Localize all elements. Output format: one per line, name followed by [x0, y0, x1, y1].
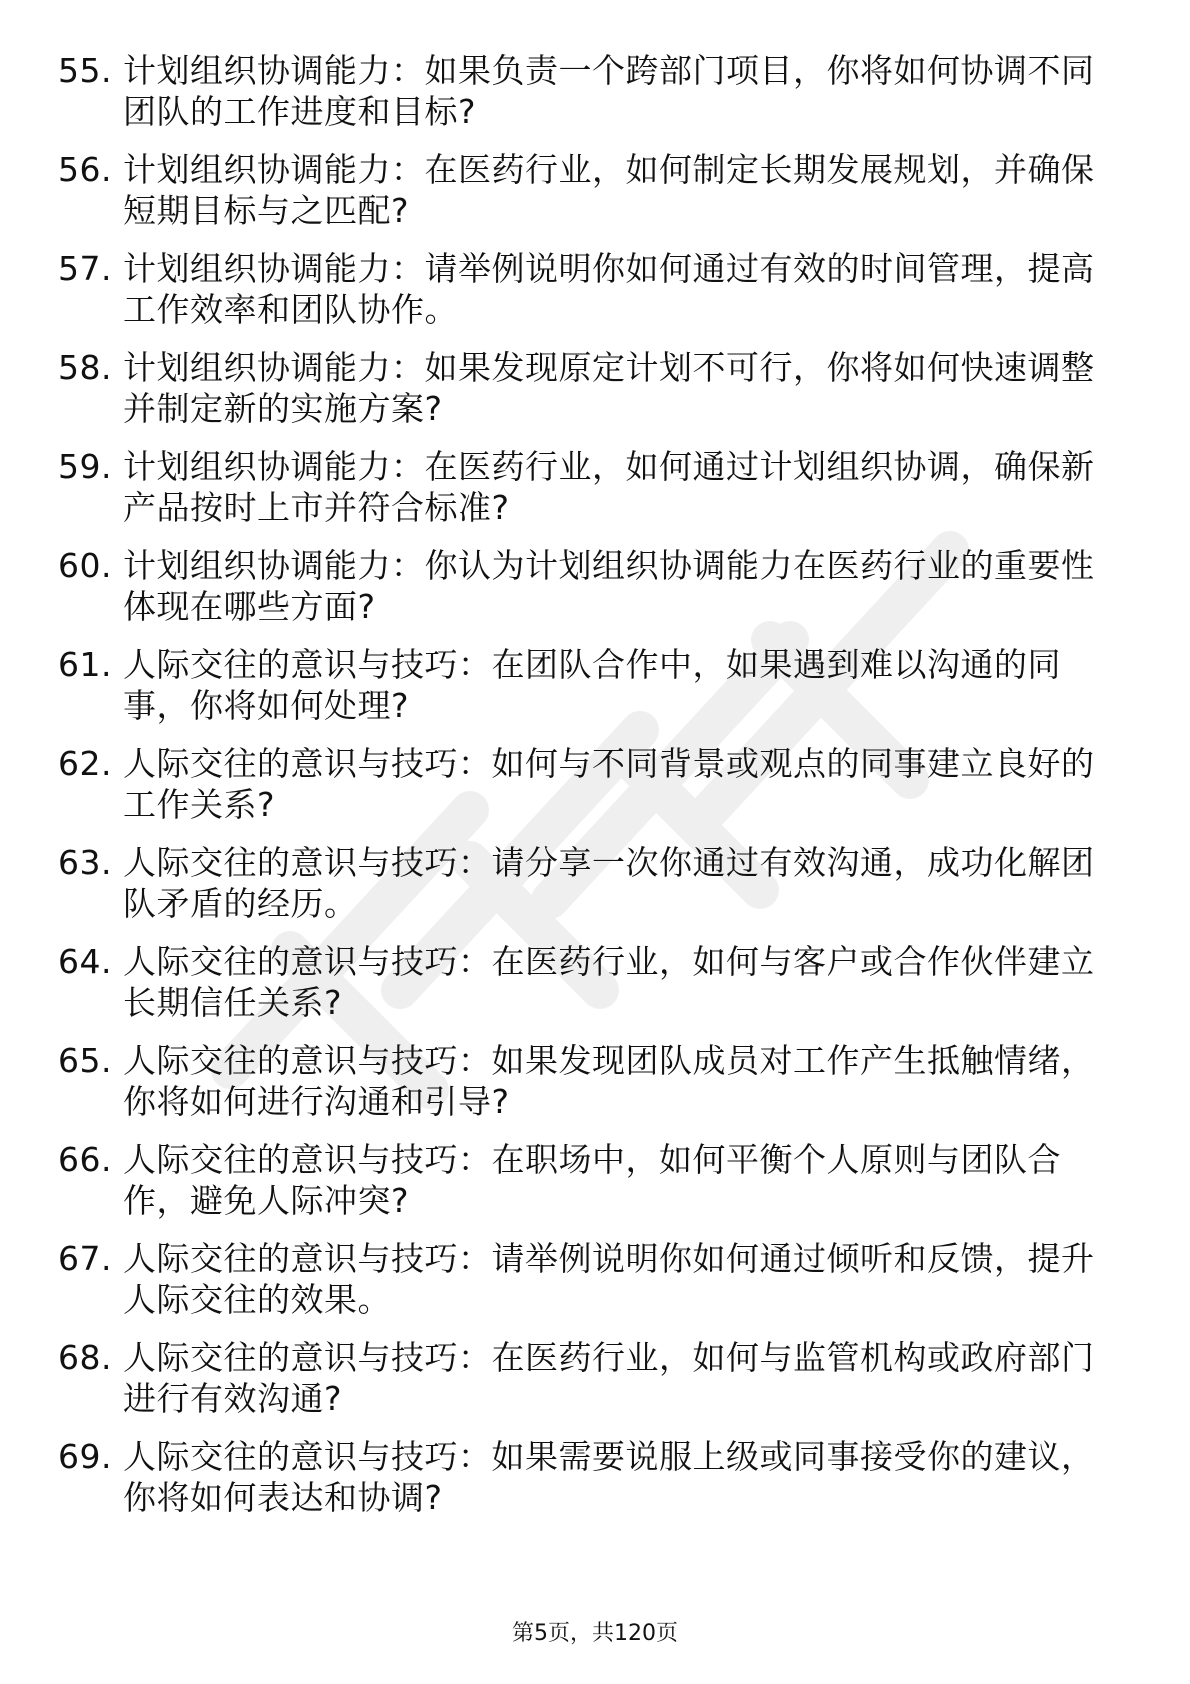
question-number: 59.	[58, 447, 112, 486]
question-text: 人际交往的意识与技巧：在职场中，如何平衡个人原则与团队合作，避免人际冲突?	[123, 1140, 1061, 1220]
list-item	[58, 248, 1118, 330]
list-item	[58, 1337, 1118, 1419]
list-item	[58, 1139, 1118, 1221]
question-number: 62.	[58, 744, 112, 783]
question-number: 68.	[58, 1338, 112, 1377]
question-number: 64.	[58, 942, 112, 981]
list-item	[58, 1436, 1118, 1518]
question-text: 人际交往的意识与技巧：如果发现团队成员对工作产生抵触情绪，你将如何进行沟通和引导?	[123, 1041, 1095, 1121]
question-text: 计划组织协调能力：如果负责一个跨部门项目，你将如何协调不同团队的工作进度和目标?	[123, 51, 1095, 131]
list-item	[58, 1040, 1118, 1122]
list-item	[58, 446, 1118, 528]
question-number: 56.	[58, 150, 112, 189]
question-number: 67.	[58, 1239, 112, 1278]
list-item	[58, 347, 1118, 429]
list-item	[58, 842, 1118, 924]
question-text: 计划组织协调能力：在医药行业，如何制定长期发展规划，并确保短期目标与之匹配?	[123, 150, 1095, 230]
question-number: 65.	[58, 1041, 112, 1080]
page-number: 第5页，共120页	[512, 1621, 678, 1646]
question-number: 55.	[58, 51, 112, 90]
question-text: 人际交往的意识与技巧：请举例说明你如何通过倾听和反馈，提升人际交往的效果。	[123, 1239, 1095, 1319]
list-item	[58, 941, 1118, 1023]
question-text: 人际交往的意识与技巧：如果需要说服上级或同事接受你的建议，你将如何表达和协调?	[123, 1437, 1095, 1517]
question-text: 人际交往的意识与技巧：如何与不同背景或观点的同事建立良好的工作关系?	[123, 744, 1095, 824]
question-number: 57.	[58, 249, 112, 288]
list-item	[58, 644, 1118, 726]
list-item	[58, 1238, 1118, 1320]
list-item	[58, 50, 1118, 132]
question-number: 60.	[58, 546, 112, 585]
question-number: 58.	[58, 348, 112, 387]
question-number: 63.	[58, 843, 112, 882]
question-text: 计划组织协调能力：你认为计划组织协调能力在医药行业的重要性体现在哪些方面?	[123, 546, 1095, 626]
list-item	[58, 545, 1118, 627]
question-text: 计划组织协调能力：如果发现原定计划不可行，你将如何快速调整并制定新的实施方案?	[123, 348, 1095, 428]
question-list	[58, 50, 1118, 1535]
question-number: 61.	[58, 645, 112, 684]
question-text: 人际交往的意识与技巧：请分享一次你通过有效沟通，成功化解团队矛盾的经历。	[123, 843, 1095, 923]
question-text: 计划组织协调能力：在医药行业，如何通过计划组织协调，确保新产品按时上市并符合标准?	[123, 447, 1095, 527]
question-text: 人际交往的意识与技巧：在医药行业，如何与客户或合作伙伴建立长期信任关系?	[123, 942, 1095, 1022]
question-number: 66.	[58, 1140, 112, 1179]
list-item	[58, 149, 1118, 231]
list-item	[58, 743, 1118, 825]
question-number: 69.	[58, 1437, 112, 1476]
question-text: 人际交往的意识与技巧：在团队合作中，如果遇到难以沟通的同事，你将如何处理?	[123, 645, 1061, 725]
question-text: 人际交往的意识与技巧：在医药行业，如何与监管机构或政府部门进行有效沟通?	[123, 1338, 1095, 1418]
question-text: 计划组织协调能力：请举例说明你如何通过有效的时间管理，提高工作效率和团队协作。	[123, 249, 1095, 329]
